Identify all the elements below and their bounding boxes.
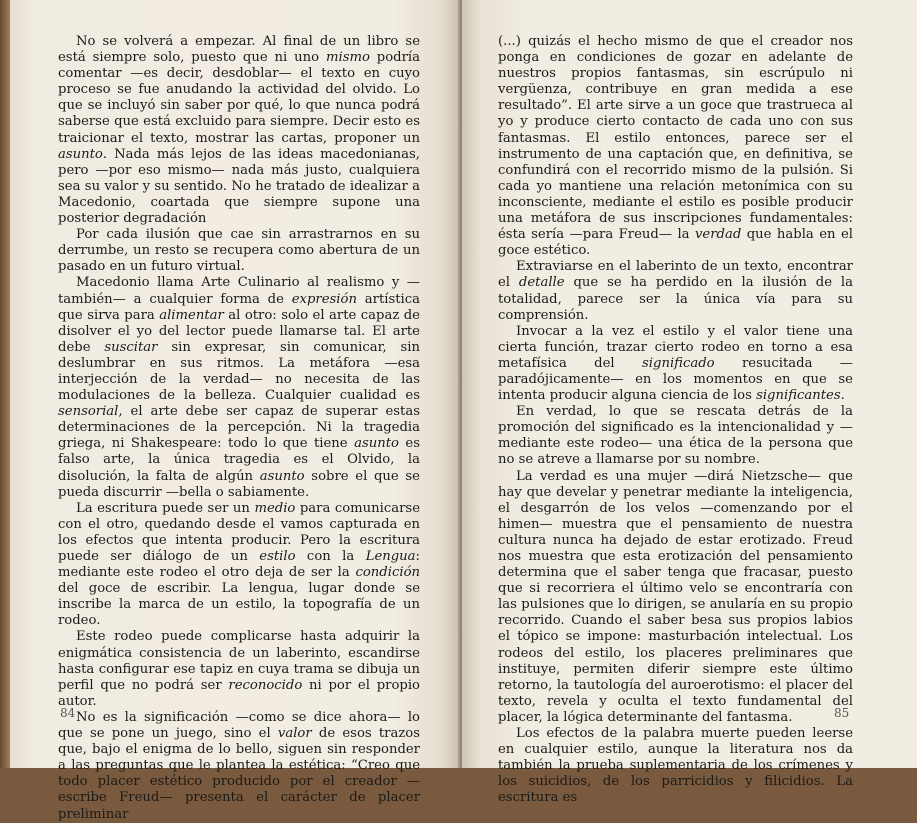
right-page (462, 0, 917, 806)
italic-term: valor (277, 726, 312, 742)
book-edge (0, 0, 10, 768)
italic-term: asunto (354, 436, 399, 452)
paragraph: Por cada ilusión que cae sin arrastrarnos en su derrumbe, un resto se recupera como abertura de un pasado en un futuro virtual. (58, 227, 420, 275)
paragraph: En verdad, lo que se rescata detrás de la promoción del significado es la intencionalidad y —mediante este rodeo— una ética de la persona que no se atreve a llamarse por su nombre. (498, 404, 853, 468)
italic-term: significado (642, 355, 715, 371)
paragraph: Este rodeo puede complicarse hasta adquirir la enigmática consistencia de un laberinto, escandirse hasta configurar ese tapiz en cuya trama se dibuja un perfil que no podrá ser reconocido ni por el propio autor. (58, 629, 420, 709)
paragraph: No se volverá a empezar. Al final de un libro se está siempre solo, puesto que ni uno mismo podría comentar —es decir, desdoblar— el texto en cuyo proceso se fue anudando la actividad del olvido. Lo que se incluyó sin saber por qué, lo que nunca podrá saberse que está excluido para siempre. Decir esto es traicionar el texto, mostrar las cartas, proponer un asunto. Nada más lejos de las ideas macedonianas, pero —por eso mismo— nada más justo, cualquiera sea su valor y su sentido. No he tratado de idealizar a Macedonio, coartada que siempre supone una posterior degradación (58, 34, 420, 227)
paragraph: (...) quizás el hecho mismo de que el creador nos ponga en condiciones de gozar en adelante de nuestros propios fantasmas, sin escrúpulo ni vergüenza, contribuye en gran medida a ese resultado”. El arte sirve a un goce que trastrueca al yo y produce cierto contacto de cada uno con sus fantasmas. El estilo entonces, parece ser el instrumento de una captación que, en definitiva, se confundirá con el recorrido mismo de la pulsión. Si cada yo mantiene una relación metonímica con su inconsciente, mediante el estilo es posible producir una metáfora de sus inscripciones fundamentales: ésta sería —para Freud— la verdad que habla en el goce estético. (498, 34, 853, 259)
italic-term: significantes (756, 388, 841, 404)
italic-term: expresión (291, 291, 357, 307)
left-page-text (58, 34, 420, 823)
right-page-text (498, 34, 853, 807)
italic-term: mismo (325, 50, 370, 66)
italic-term: asunto (58, 146, 103, 162)
right-page-number: 85 (834, 706, 850, 720)
italic-term: estilo (259, 549, 296, 564)
italic-term: sensorial (58, 404, 119, 420)
paragraph: Macedonio llama Arte Culinario al realismo y —también— a cualquier forma de expresión artística que sirva para alimentar al otro: solo el arte capaz de disolver el yo del lector puede llamarse tal. El arte debe suscitar sin expresar, sin comunicar, sin deslumbrar en sus ritmos. La metáfora —esa interjección de la verdad— no necesita de las modulaciones de la belleza. Cualquier cualidad es sensorial, el arte debe ser capaz de superar estas determinaciones de la percepción. Ni la tragedia griega, ni Shakespeare: todo lo que tiene asunto es falso arte, la única tragedia es el Olvido, la disolución, la falta de algún asunto sobre el que se pueda discurrir —bella o sabiamente. (58, 275, 420, 500)
left-page-number: 84 (60, 706, 76, 720)
italic-term: medio (254, 500, 296, 516)
italic-term: detalle (518, 275, 565, 291)
italic-term: condición (355, 565, 420, 581)
paragraph: Los efectos de la palabra muerte pueden leerse en cualquier estilo, aunque la literatura nos da también la prueba suplementaria de los crímenes y los suicidios, de los parricidios y filicidios. La escritura es (498, 726, 853, 806)
italic-term: verdad (694, 227, 742, 243)
left-page (10, 0, 460, 822)
paragraph: La verdad es una mujer —dirá Nietzsche— que hay que develar y penetrar mediante la inteligencia, el desgarrón de los velos —comenzando por el himen— muestra que el pensamiento de nuestra cultura nunca ha dejado de estar erotizado. Freud nos muestra que esta erotización del pensamiento determina que el saber tenga que fracasar, puesto que si recorriera el último velo se encontraría con las pulsiones que lo dirigen, se anularía en su propio recorrido. Cuando el saber besa sus propios labios el tópico se impone: masturbación intelectual. Los rodeos del estilo, los placeres preliminares que instituye, permiten diferir siempre este último retorno, la tautología del auroerotismo: el placer del texto, revela y oculta el texto fundamental del placer, la lógica determinante del fantasma. (498, 468, 853, 725)
paragraph: La escritura puede ser un medio para comunicarse con el otro, quedando desde el vamos capturada en los efectos que intenta producir. Pero la escritura puede ser diálogo de un estilo con la Lengua: mediante este rodeo el otro deja de ser la condición del goce de escribir. La lengua, lugar donde se inscribe la marca de un estilo, la topografía de un rodeo. (58, 500, 420, 629)
paragraph: No es la significación —como se dice ahora— lo que se pone un juego, sino el valor de esos trazos que, bajo el enigma de lo bello, siguen sin responder a las preguntas que le plantea la estética: “Creo que todo placer estético producido por el creador —escribe Freud— presenta el carácter de placer preliminar (58, 709, 420, 822)
italic-term: asunto (259, 468, 305, 484)
italic-term: reconocido (228, 677, 303, 693)
paragraph: Extraviarse en el laberinto de un texto, encontrar el detalle que se ha perdido en la ilusión de la totalidad, parece ser la única vía para su comprensión. (498, 259, 853, 323)
italic-term: alimentar (159, 307, 224, 323)
italic-term: suscitar (104, 339, 158, 355)
paragraph: Invocar a la vez el estilo y el valor tiene una cierta función, trazar cierto rodeo en torno a esa metafísica del significado resucitada —paradójicamente— en los momentos en que se intenta producir alguna ciencia de los significantes. (498, 323, 853, 404)
italic-term: Lengua (365, 549, 416, 564)
